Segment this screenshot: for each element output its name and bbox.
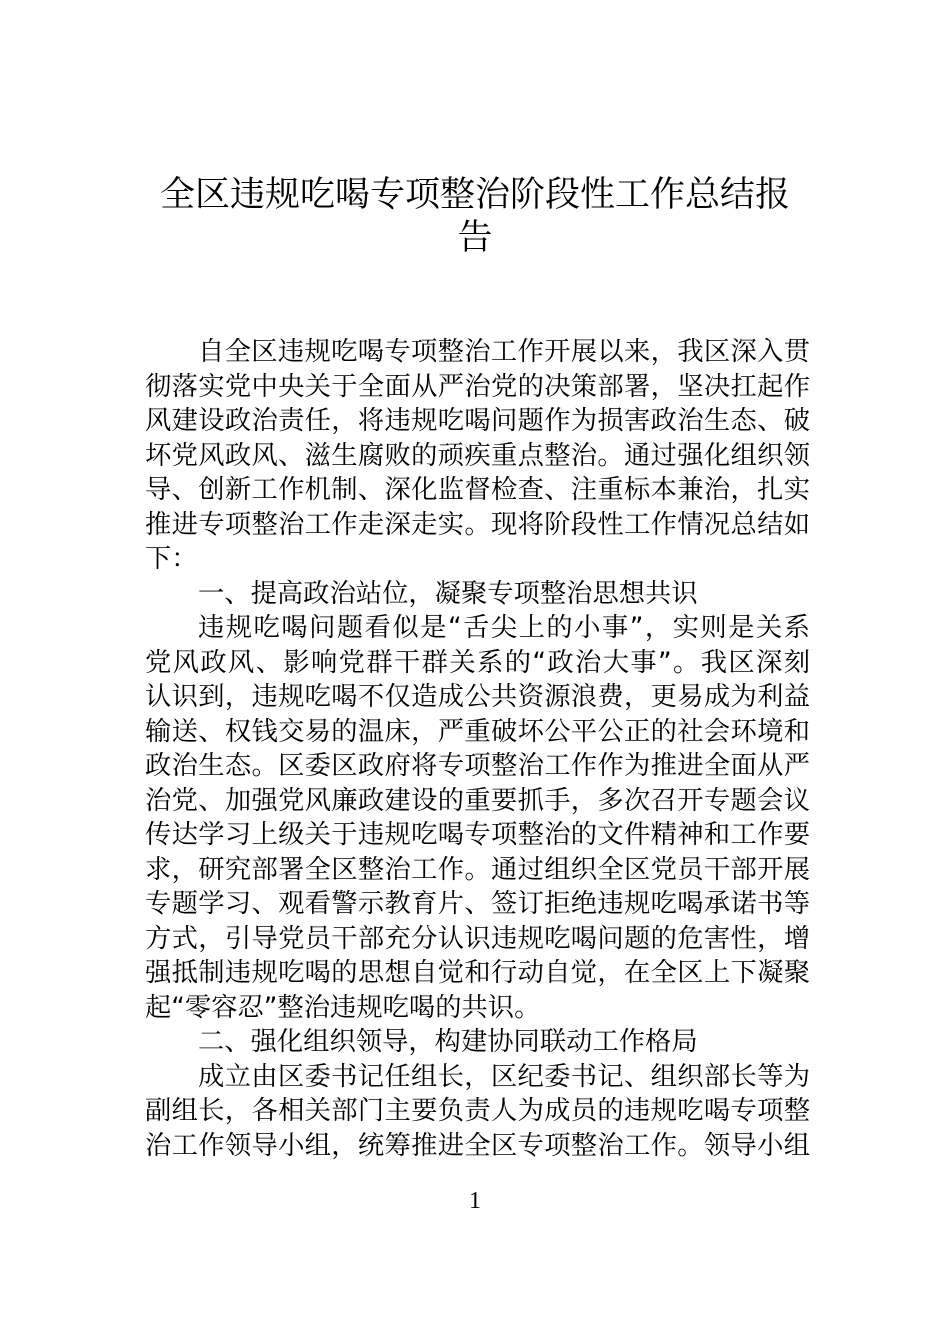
- paragraph-line: 自全区违规吃喝专项整治工作开展以来，我区深入贯: [198, 337, 810, 367]
- heading-text: 二、强化组织领导，构建协同联动工作格局: [198, 1027, 698, 1057]
- paragraph-line: 治党、加强党风廉政建设的重要抓手，多次召开专题会议: [145, 785, 810, 816]
- paragraph-line: 治工作领导小组，统筹推进全区专项整治工作。领导小组: [145, 1130, 810, 1161]
- heading-text: 一、提高政治站位，凝聚专项整治思想共识: [198, 578, 698, 609]
- paragraph-line: 彻落实党中央关于全面从严治党的决策部署，坚决扛起作: [145, 371, 810, 402]
- page-number: 1: [469, 1188, 481, 1214]
- document-title-line-2: 告: [457, 218, 493, 258]
- paragraph-line: 政治生态。区委区政府将专项整治工作作为推进全面从严: [145, 751, 810, 781]
- paragraph-line: 坏党风政风、滋生腐败的顽疾重点整治。通过强化组织领: [145, 440, 810, 471]
- section-heading: [145, 577, 810, 612]
- paragraph: [145, 335, 810, 577]
- paragraph-line: 下：: [145, 544, 198, 574]
- document-title-line-1: 全区违规吃喝专项整治阶段性工作总结报: [159, 175, 790, 215]
- paragraph-line: 认识到，违规吃喝不仅造成公共资源浪费，更易成为利益: [145, 682, 810, 712]
- paragraph-line: 强抵制违规吃喝的思想自觉和行动自觉，在全区上下凝聚: [145, 958, 810, 988]
- paragraph-line: 导、创新工作机制、深化监督检查、注重标本兼治，扎实: [145, 475, 810, 505]
- paragraph-line: 求，研究部署全区整治工作。通过组织全区党员干部开展: [145, 854, 810, 885]
- paragraph-line: 传达学习上级关于违规吃喝专项整治的文件精神和工作要: [145, 820, 810, 850]
- paragraph-line: 专题学习、观看警示教育片、签订拒绝违规吃喝承诺书等: [145, 889, 810, 919]
- paragraph-line: 风建设政治责任，将违规吃喝问题作为损害政治生态、破: [145, 406, 810, 436]
- paragraph-line: 输送、权钱交易的温床，严重破坏公平公正的社会环境和: [145, 716, 810, 747]
- paragraph-line: 方式，引导党员干部充分认识违规吃喝问题的危害性，增: [145, 923, 810, 954]
- paragraph-line: 推进专项整治工作走深走实。现将阶段性工作情况总结如: [145, 509, 810, 540]
- paragraph-line: 违规吃喝问题看似是“舌尖上的小事”，实则是关系: [198, 613, 810, 643]
- paragraph: [145, 611, 810, 1025]
- section-heading: [145, 1025, 810, 1060]
- paragraph-line: 党风政风、影响党群干群关系的“政治大事”。我区深刻: [145, 647, 810, 678]
- paragraph-line: 副组长，各相关部门主要负责人为成员的违规吃喝专项整: [145, 1096, 810, 1126]
- paragraph-line: 起“零容忍”整治违规吃喝的共识。: [145, 992, 541, 1023]
- paragraph: [145, 1060, 810, 1164]
- document-body: [145, 335, 810, 1163]
- paragraph-line: 成立由区委书记任组长，区纪委书记、组织部长等为: [198, 1061, 810, 1092]
